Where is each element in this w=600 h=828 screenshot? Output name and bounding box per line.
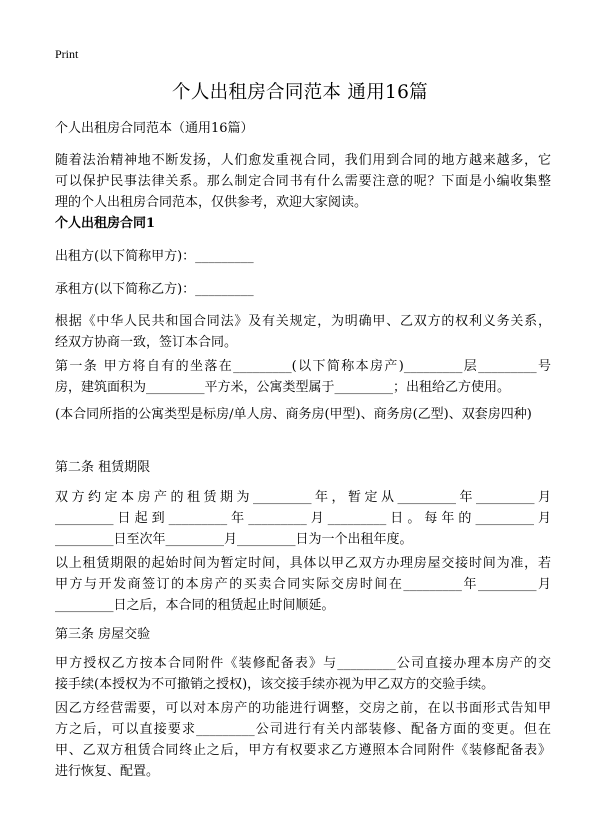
intro-line: 随着法治精神地不断发扬，人们愈发重视合同，我们用到合同的地方越来越多，它: [55, 153, 551, 168]
intro-line: 理的个人出租房合同范本，仅供参考，欢迎大家阅读。: [55, 195, 368, 210]
article2-line: 以上租赁期限的起始时间为暂定时间，具体以甲乙双方办理房屋交接时间为准，若: [55, 556, 551, 571]
preamble-line: 经双方协商一致，签订本合同。: [55, 335, 238, 350]
article2-heading: 第二条 租赁期限: [55, 460, 151, 475]
lessee-line: 承租方(以下简称乙方)：_________: [55, 282, 254, 297]
article1-line: 第一条 甲方将自有的坐落在_________(以下简称本房产)_________层_________号: [55, 359, 551, 374]
contract-heading: 个人出租房合同1: [55, 216, 156, 231]
article2-line: 双方约定本房产的租赁期为_________年，暂定从_________年_________月: [55, 490, 551, 505]
article2-line: _________日至次年_________月_________日为一个出租年度。: [55, 532, 413, 547]
article2-line: 甲方与开发商签订的本房产的买卖合同实际交房时间在_________年_________月: [55, 577, 551, 592]
intro-line: 可以保护民事法律关系。那么制定合同书有什么需要注意的呢？下面是小编收集整: [55, 174, 551, 189]
article3-line: 方之后，可以直接要求_________公司进行有关内部装修、配备方面的变更。但在: [55, 722, 551, 737]
article2-line: _________日起到_________年_________月_________日。每年的_________月: [55, 511, 551, 526]
article3-line: 因乙方经营需要，可以对本房产的功能进行调整，交房之前，在以书面形式告知甲: [55, 701, 551, 716]
type-note: (本合同所指的公寓类型是标房/单人房、商务房(甲型)、商务房(乙型)、双套房四种): [55, 407, 532, 422]
print-label: Print: [55, 47, 79, 61]
article3-line: 甲方授权乙方按本合同附件《装修配备表》与_________公司直接办理本房产的交: [55, 656, 551, 671]
article3-line: 进行恢复、配置。: [55, 764, 160, 779]
subtitle: 个人出租房合同范本（通用16篇）: [55, 121, 254, 136]
lessor-line: 出租方(以下简称甲方)：_________: [55, 249, 254, 264]
page-title: 个人出租房合同范本 通用16篇: [172, 82, 428, 103]
article1-line: 房，建筑面积为_________平方米，公寓类型属于_________；出租给乙方使用。: [55, 380, 511, 395]
article2-line: _________日之后，本合同的租赁起止时间顺延。: [55, 598, 335, 613]
article3-heading: 第三条 房屋交验: [55, 627, 151, 642]
article3-line: 接手续(本授权为不可撤销之授权)，该交接手续亦视为甲乙双方的交验手续。: [55, 677, 495, 692]
preamble-line: 根据《中华人民共和国合同法》及有关规定，为明确甲、乙双方的权利义务关系，: [55, 314, 551, 329]
article3-line: 甲、乙双方租赁合同终止之后，甲方有权要求乙方遵照本合同附件《装修配备表》: [55, 743, 551, 758]
